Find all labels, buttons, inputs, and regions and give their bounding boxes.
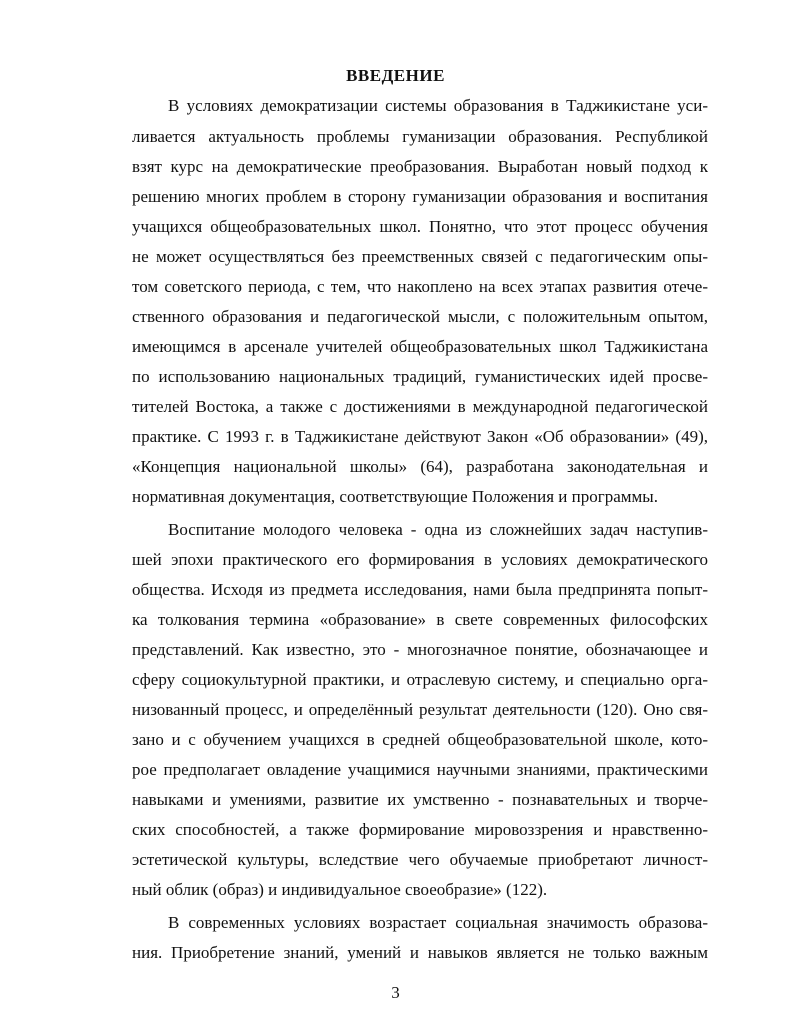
text-line: зано и с обучением учащихся в средней общеобразовательной школе, кото- — [132, 730, 708, 749]
text-line: ния. Приобретение знаний, умений и навыков является не только важным — [132, 943, 708, 962]
text-line: ка толкования термина «образование» в свете современных философских — [132, 610, 708, 629]
text-line: ный облик (образ) и индивидуальное своеобразие» (122). — [132, 880, 548, 899]
text-line: по использованию национальных традиций, гуманистических идей просве- — [132, 367, 708, 386]
text-line: сферу социокультурной практики, и отраслевую систему, и специально орга- — [132, 670, 708, 689]
text-line: имеющимся в арсенале учителей общеобразовательных школ Таджикистана — [132, 337, 708, 356]
text-line: ственного образования и педагогической мысли, с положительным опытом, — [132, 307, 708, 326]
text-line: рое предполагает овладение учащимися научными знаниями, практическими — [132, 760, 708, 779]
text-line: представлений. Как известно, это - многозначное понятие, обозначающее и — [132, 640, 708, 659]
text-line: том советского периода, с тем, что накоплено на всех этапах развития отече- — [132, 277, 708, 296]
text-line: практике. С 1993 г. в Таджикистане действуют Закон «Об образовании» (49), — [132, 427, 708, 446]
text-line: В условиях демократизации системы образования в Таджикистане уси- — [168, 96, 708, 115]
text-line: Воспитание молодого человека - одна из сложнейших задач наступив- — [168, 520, 708, 539]
text-line: нормативная документация, соответствующие Положения и программы. — [132, 487, 658, 506]
text-line: ливается актуальность проблемы гуманизации образования. Республикой — [132, 127, 708, 146]
text-line: навыками и умениями, развитие их умственно - познавательных и творче- — [132, 790, 708, 809]
text-line: шей эпохи практического его формирования в условиях демократического — [132, 550, 708, 569]
text-line: низованный процесс, и определённый результат деятельности (120). Оно свя- — [132, 700, 708, 719]
text-line: решению многих проблем в сторону гуманизации образования и воспитания — [132, 187, 708, 206]
page-number: 3 — [391, 983, 400, 1002]
text-line: ских способностей, а также формирование мировоззрения и нравственно- — [132, 820, 708, 839]
text-line: тителей Востока, а также с достижениями в международной педагогической — [132, 397, 708, 416]
text-line: эстетической культуры, вследствие чего обучаемые приобретают личност- — [132, 850, 708, 869]
text-line: «Концепция национальной школы» (64), разработана законодательная и — [132, 457, 708, 476]
text-line: учащихся общеобразовательных школ. Понятно, что этот процесс обучения — [132, 217, 708, 236]
text-line: В современных условиях возрастает социальная значимость образова- — [168, 913, 708, 932]
text-line: общества. Исходя из предмета исследования, нами была предпринята попыт- — [132, 580, 708, 599]
text-line: не может осуществляться без преемственных связей с педагогическим опы- — [132, 247, 708, 266]
page-title: ВВЕДЕНИЕ — [346, 66, 445, 85]
text-line: взят курс на демократические преобразования. Выработан новый подход к — [132, 157, 708, 176]
